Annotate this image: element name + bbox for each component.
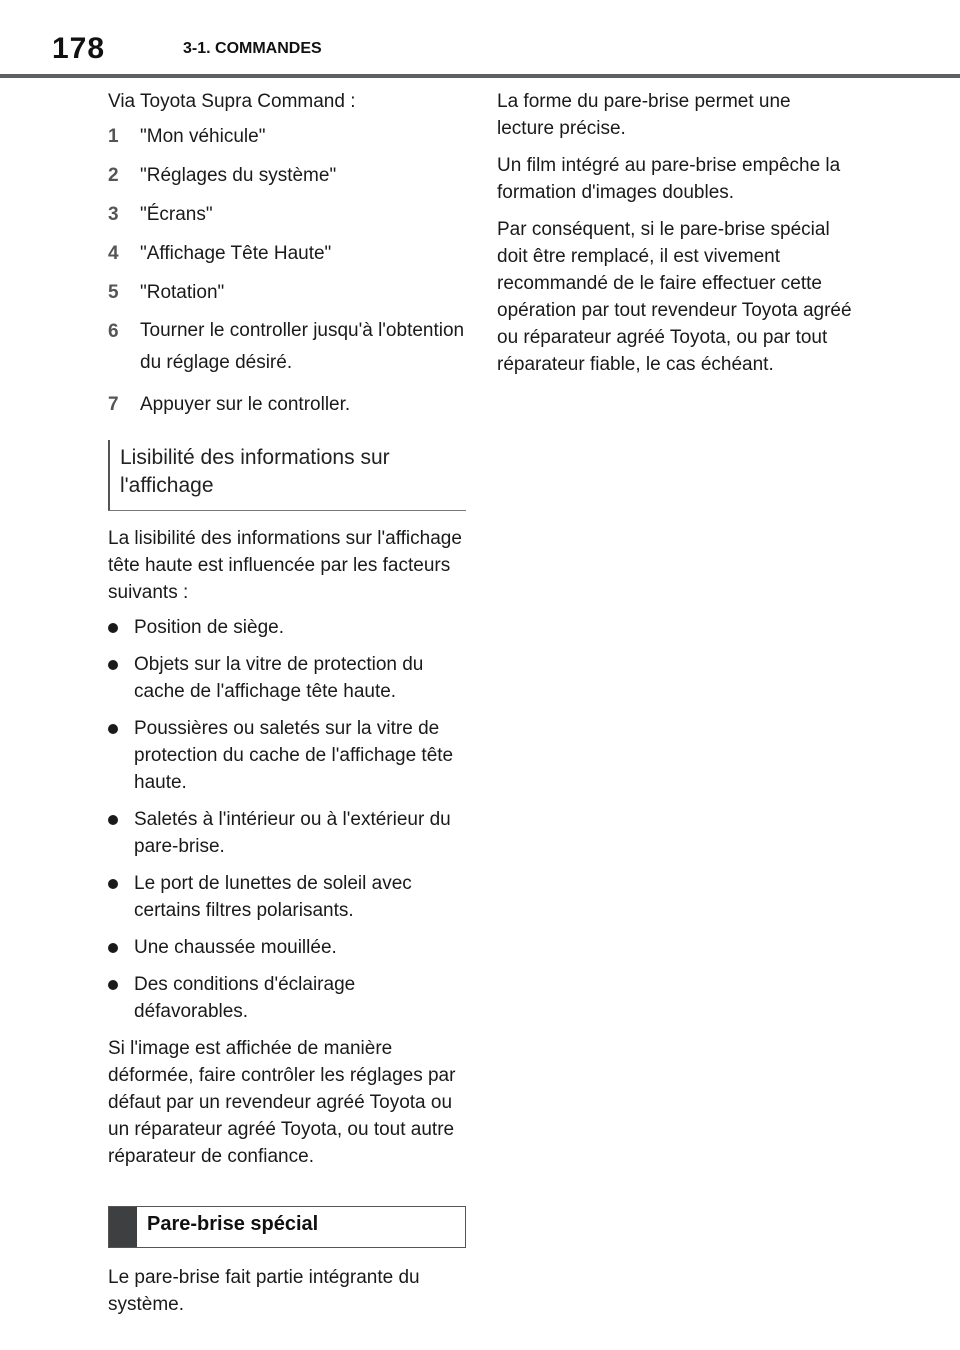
list-item-text: Des conditions d'éclairage défavorables. <box>134 974 356 1022</box>
step-text: Tourner le controller jusqu'à l'obtention du réglage désiré. <box>140 320 465 373</box>
list-item-text: Position de siège. <box>134 617 284 638</box>
bullet-icon <box>108 806 134 860</box>
step-item <box>108 318 466 379</box>
distortion-note: Si l'image est affichée de manière déformée, faire contrôler les réglages par défaut par un revendeur agréé Toyota ou un réparateur agréé Toyota, ou tout autre réparateur de confiance. <box>108 1038 456 1167</box>
step-number: 3 <box>108 204 119 225</box>
step-item <box>108 279 466 306</box>
section-title: 3-1. COMMANDES <box>183 40 322 57</box>
step-item <box>108 240 466 267</box>
paragraph: La forme du pare-brise permet une lecture précise. <box>497 91 791 139</box>
bullet-icon <box>108 614 134 641</box>
step-item <box>108 391 466 418</box>
readability-intro: La lisibilité des informations sur l'affichage tête haute est influencée par les facteurs suivants : <box>108 528 462 603</box>
factor-list <box>108 614 466 1025</box>
page-number: 178 <box>52 32 106 65</box>
step-number: 7 <box>108 394 119 415</box>
step-number: 4 <box>108 243 119 264</box>
bullet-icon <box>108 870 134 924</box>
list-item-text: Le port de lunettes de soleil avec certains filtres polarisants. <box>134 873 412 921</box>
bullet-icon <box>108 651 134 705</box>
step-number: 2 <box>108 165 119 186</box>
list-item <box>108 870 466 924</box>
page-header <box>0 0 960 80</box>
step-text: "Rotation" <box>140 282 225 303</box>
list-item <box>108 715 466 796</box>
list-item <box>108 806 466 860</box>
list-item-text: Saletés à l'intérieur ou à l'extérieur du pare-brise. <box>134 809 451 857</box>
list-item <box>108 614 466 641</box>
right-column <box>497 88 852 388</box>
step-text: Appuyer sur le controller. <box>140 394 351 415</box>
box-heading-text: Pare-brise spécial <box>147 1213 319 1235</box>
subsection-heading: Lisibilité des informations sur l'affichage <box>108 440 466 511</box>
list-item-text: Une chaussée mouillée. <box>134 937 337 958</box>
paragraph: Un film intégré au pare-brise empêche la formation d'images doubles. <box>497 155 841 203</box>
step-text: "Écrans" <box>140 204 213 225</box>
step-item <box>108 201 466 228</box>
left-column <box>108 88 466 1322</box>
list-item <box>108 651 466 705</box>
step-text: "Mon véhicule" <box>140 126 266 147</box>
bullet-icon <box>108 971 134 1025</box>
paragraph: Par conséquent, si le pare-brise spécial doit être remplacé, il est vivement recommandé de le faire effectuer cette opération par tout revendeur Toyota agréé ou réparateur agréé Toyota, ou par tout réparateur fiable, le cas échéant. <box>497 219 852 375</box>
step-text: "Affichage Tête Haute" <box>140 243 332 264</box>
step-text: "Réglages du système" <box>140 165 337 186</box>
heading-marker <box>109 1207 137 1247</box>
bullet-icon <box>108 934 134 961</box>
list-item-text: Poussières ou saletés sur la vitre de protection du cache de l'affichage tête haute. <box>134 718 454 793</box>
step-number: 6 <box>108 321 119 342</box>
list-item <box>108 971 466 1025</box>
step-item <box>108 123 466 150</box>
header-divider <box>0 74 960 78</box>
step-item <box>108 162 466 189</box>
step-number: 5 <box>108 282 119 303</box>
bullet-icon <box>108 715 134 796</box>
windshield-intro: Le pare-brise fait partie intégrante du système. <box>108 1267 420 1315</box>
list-item <box>108 934 466 961</box>
list-item-text: Objets sur la vitre de protection du cache de l'affichage tête haute. <box>134 654 424 702</box>
step-number: 1 <box>108 126 119 147</box>
box-heading <box>108 1206 466 1248</box>
procedure-intro: Via Toyota Supra Command : <box>108 91 356 112</box>
